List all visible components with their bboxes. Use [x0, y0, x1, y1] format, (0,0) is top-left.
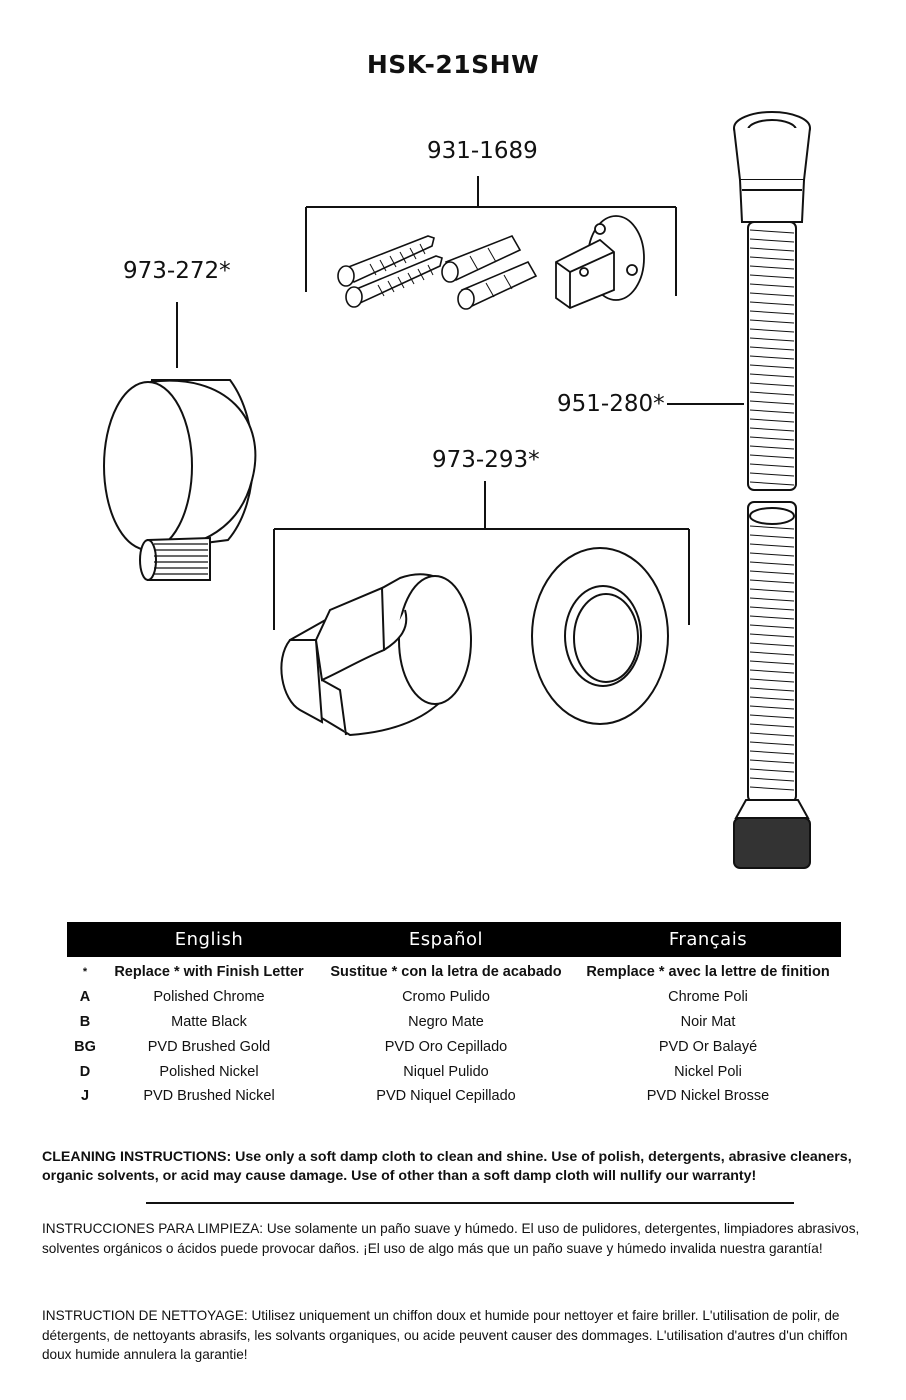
wall-anchor-icon	[442, 236, 536, 309]
cleaning-instructions-english: CLEANING INSTRUCTIONS: Use only a soft damp cloth to clean and shine. Use of polish, detergents, abrasive cleaners, organic solvents, or acid may cause damage. Use of other than a soft damp cloth will nullify our warranty!	[42, 1149, 852, 1184]
model-title: HSK-21SHW	[366, 50, 540, 79]
table-row: * Replace * with Finish Letter Sustitue * con la letra de acabado Remplace * avec la lettre de finition	[82, 964, 830, 981]
table-row: BG PVD Brushed Gold PVD Oro Cepillado PVD Or Balayé	[74, 1038, 758, 1055]
escutcheon-ring-icon	[532, 548, 668, 724]
shower-hose-icon	[734, 112, 810, 868]
header-francais: Français	[668, 929, 748, 950]
header-espanol: Español	[408, 929, 484, 950]
wall-elbow-icon	[104, 380, 255, 580]
cleaning-instructions-spanish: INSTRUCCIONES PARA LIMPIEZA: Use solamente un paño suave y húmedo. El uso de pulidores, detergentes, limpiadores abrasivos, solventes orgánicos o ácidos puede provocar daños. ¡El uso de algo más que un paño suave y húmedo invalida nuestra garantía!	[42, 1221, 860, 1256]
part-number-973-293: 973-293*	[432, 447, 540, 473]
part-number-951-280: 951-280*	[557, 391, 665, 417]
table-row: D Polished Nickel Niquel Pulido Nickel Poli	[79, 1063, 742, 1080]
finish-table	[67, 922, 841, 1109]
table-row: A Polished Chrome Cromo Pulido Chrome Poli	[79, 989, 748, 1006]
table-row: B Matte Black Negro Mate Noir Mat	[79, 1013, 736, 1030]
finish-table-header	[67, 922, 841, 957]
shower-holder-icon	[281, 574, 471, 735]
header-english: English	[174, 929, 244, 950]
mounting-block-icon	[556, 216, 644, 308]
table-row: J PVD Brushed Nickel PVD Niquel Cepillado PVD Nickel Brosse	[80, 1088, 770, 1105]
part-number-973-272: 973-272*	[123, 258, 231, 284]
cleaning-instructions-french: INSTRUCTION DE NETTOYAGE: Utilisez uniquement un chiffon doux et humide pour nettoyer et faire briller. L'utilisation de polir, de détergents, de nettoyants abrasifs, les solvants organiques, ou acide peuvent causer des dommages. L'utilisation d'autres d'un chiffon doux humide annulera la garantie!	[42, 1308, 848, 1362]
part-number-931-1689: 931-1689	[427, 138, 538, 164]
divider	[146, 1202, 794, 1204]
screw-icon	[338, 236, 442, 307]
